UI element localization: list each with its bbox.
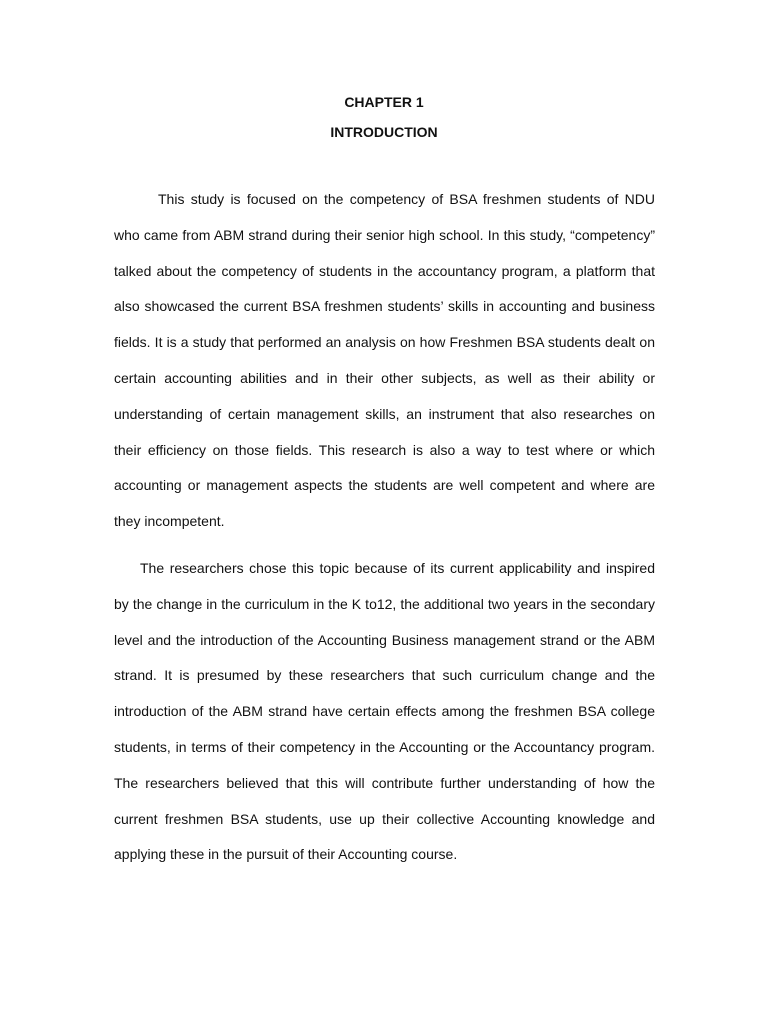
body-paragraph-2: The researchers chose this topic because of its current applicability and inspired by the change in the curriculum in the K to12, the additional two years in the secondary level and the introduction of the Accounting Business management strand or the ABM strand. It is presumed by these researchers that such curriculum change and the introduction of the ABM strand have certain effects among the freshmen BSA college students, in terms of their competency in the Accounting or the Accountancy program. The researchers believed that this will contribute further understanding of how the current freshmen BSA students, use up their collective Accounting knowledge and applying these in the pursuit of their Accounting course. xyxy=(114,560,655,863)
body-paragraph-1: This study is focused on the competency of BSA freshmen students of NDU who came from ABM strand during their senior high school. In this study, “competency” talked about the competency of students in the accountancy program, a platform that also showcased the current BSA freshmen students’ skills in accounting and business fields. It is a study that performed an analysis on how Freshmen BSA students dealt on certain accounting abilities and in their other subjects, as well as their ability or understanding of certain management skills, an instrument that also researches on their efficiency on those fields. This research is also a way to test where or which accounting or management aspects the students are well competent and where are they incompetent. xyxy=(114,191,655,530)
section-title: INTRODUCTION xyxy=(330,124,438,140)
chapter-heading: CHAPTER 1 xyxy=(344,94,424,110)
